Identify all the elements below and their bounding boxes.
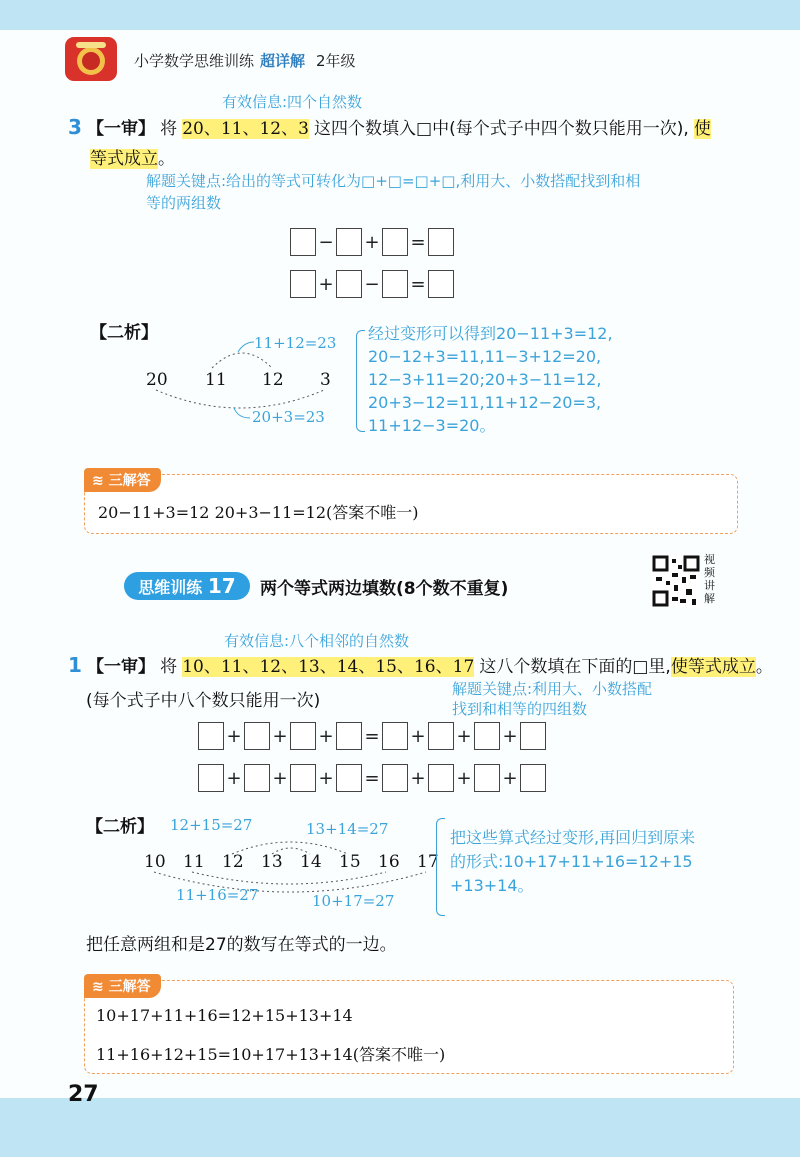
q3-equation-2 — [290, 270, 454, 298]
operator: = — [410, 231, 426, 253]
operator: + — [456, 725, 472, 747]
qr-caption — [704, 553, 718, 605]
blank-box[interactable] — [336, 228, 362, 256]
operator: + — [364, 231, 380, 253]
q3-explain-line: 20+3−12=11,11+12−20=3, — [368, 393, 602, 412]
blank-box[interactable] — [244, 722, 270, 750]
q1-seq-6: 16 — [378, 852, 400, 872]
q1-note-key-2: 找到和相等的四组数 — [452, 700, 588, 718]
section-title: 两个等式两边填数(8个数不重复) — [260, 579, 509, 599]
q1-seq-1: 11 — [183, 852, 205, 872]
q1-equation-1 — [198, 722, 546, 750]
q3-number: 3 — [68, 115, 82, 139]
book-title: 小学数学思维训练 — [134, 52, 255, 70]
q1-answer-2: 11+16+12+15=10+17+13+14(答案不唯一) — [96, 1045, 446, 1064]
blank-box[interactable] — [290, 228, 316, 256]
top-band — [0, 0, 800, 34]
q1-arc-b-label: 13+14=27 — [306, 820, 389, 838]
book-grade: 2年级 — [316, 52, 356, 70]
q1-answer-tag-text: 三解答 — [108, 979, 151, 995]
q3-seq-1: 11 — [205, 370, 227, 390]
q3-explain — [368, 322, 613, 437]
q1-answer-tag: ≋ 三解答 — [84, 974, 161, 998]
q3-answer-tag-text: 三解答 — [108, 473, 151, 489]
q1-text-a: 将 — [160, 657, 178, 677]
q3-note-key-1: 解题关键点:给出的等式可转化为□+□=□+□,利用大、小数搭配找到和相 — [146, 172, 641, 190]
q1-explain-line: 的形式:10+17+11+16=12+15 — [450, 852, 693, 871]
blank-box[interactable] — [474, 764, 500, 792]
bottom-band — [0, 1098, 800, 1157]
q3-seq-0: 20 — [146, 370, 168, 390]
operator: + — [410, 767, 426, 789]
book-subtitle: 超详解 — [260, 52, 306, 70]
operator: + — [410, 725, 426, 747]
q3-step1: 【一审】 — [87, 119, 156, 139]
q3-text-d: 等式成立 — [90, 149, 158, 169]
blank-box[interactable] — [428, 270, 454, 298]
q3-explain-line: 12−3+11=20;20+3−11=12, — [368, 370, 602, 389]
q1-seq-3: 13 — [261, 852, 283, 872]
blank-box[interactable] — [336, 764, 362, 792]
operator: + — [318, 725, 334, 747]
q1-numbers: 10、11、12、13、14、15、16、17 — [182, 657, 475, 677]
q3-text-c: 使 — [693, 119, 711, 139]
q3-numbers: 20、11、12、3 — [182, 119, 309, 139]
q1-explain-line: 把这些算式经过变形,再回归到原来 — [450, 828, 696, 847]
q1-line2: (每个式子中八个数只能用一次) — [86, 691, 321, 711]
blank-box[interactable] — [428, 764, 454, 792]
q1-arc-d-label: 10+17=27 — [312, 892, 395, 910]
blank-box[interactable] — [198, 764, 224, 792]
blank-box[interactable] — [290, 764, 316, 792]
blank-box[interactable] — [520, 722, 546, 750]
q3-seq-2: 12 — [262, 370, 284, 390]
q3-line2 — [90, 144, 175, 169]
book-logo — [64, 36, 118, 82]
qr-caption-char: 频 — [704, 566, 715, 579]
q1-brace — [436, 818, 445, 916]
q1-text-c: 使等式成立 — [670, 657, 756, 677]
q3-explain-line: 11+12−3=20。 — [368, 416, 496, 435]
q3-brace — [356, 330, 365, 432]
q3-explain-line: 20−12+3=11,11−3+12=20, — [368, 347, 602, 366]
blank-box[interactable] — [336, 722, 362, 750]
operator: − — [318, 231, 334, 253]
q1-arc-a-label: 12+15=27 — [170, 816, 253, 834]
q3-answer: 20−11+3=12 20+3−11=12(答案不唯一) — [98, 503, 419, 522]
q3-step2: 【二析】 — [90, 323, 158, 343]
operator: = — [410, 273, 426, 295]
q3-text-a: 将 — [160, 119, 178, 139]
q1-line1 — [68, 652, 773, 677]
q3-note-info: 有效信息:四个自然数 — [222, 93, 363, 111]
q1-answer-1: 10+17+11+16=12+15+13+14 — [96, 1006, 353, 1025]
blank-box[interactable] — [198, 722, 224, 750]
section-label-pill — [124, 572, 250, 600]
section-banner — [124, 572, 624, 600]
q3-text-e: 。 — [158, 149, 175, 169]
q3-seq-3: 3 — [320, 370, 331, 390]
blank-box[interactable] — [290, 722, 316, 750]
blank-box[interactable] — [520, 764, 546, 792]
q3-arc-top-label: 11+12=23 — [254, 334, 337, 352]
qr-caption-char: 解 — [704, 592, 715, 605]
q3-note-key-2: 等的两组数 — [146, 194, 222, 212]
operator: − — [364, 273, 380, 295]
operator: + — [502, 725, 518, 747]
operator: + — [272, 725, 288, 747]
q3-explain-line: 经过变形可以得到20−11+3=12, — [368, 324, 613, 343]
section-label: 思维训练 — [138, 578, 203, 597]
operator: = — [364, 725, 380, 747]
q1-text-b: 这八个数填在下面的□里, — [479, 657, 671, 677]
operator: + — [272, 767, 288, 789]
qr-code-icon[interactable] — [652, 555, 700, 607]
qr-caption-char: 讲 — [704, 579, 715, 592]
q3-text-b: 这四个数填入□中(每个式子中四个数只能用一次), — [314, 119, 689, 139]
q1-note-info: 有效信息:八个相邻的自然数 — [224, 632, 410, 650]
operator: + — [318, 767, 334, 789]
q1-seq-5: 15 — [339, 852, 361, 872]
q1-conclusion: 把任意两组和是27的数写在等式的一边。 — [86, 935, 397, 955]
q3-equation-1 — [290, 228, 454, 256]
operator: + — [226, 725, 242, 747]
q1-number: 1 — [68, 653, 82, 677]
operator: + — [502, 767, 518, 789]
q1-arc-c-label: 11+16=27 — [176, 886, 259, 904]
blank-box[interactable] — [382, 228, 408, 256]
q1-explain-line: +13+14。 — [450, 876, 534, 895]
q1-step2: 【二析】 — [86, 817, 154, 837]
q3-arc-bottom-label: 20+3=23 — [252, 408, 325, 426]
blank-box[interactable] — [428, 722, 454, 750]
blank-box[interactable] — [428, 228, 454, 256]
operator: + — [318, 273, 334, 295]
q1-seq-2: 12 — [222, 852, 244, 872]
blank-box[interactable] — [382, 764, 408, 792]
blank-box[interactable] — [290, 270, 316, 298]
qr-caption-char: 视 — [704, 553, 715, 566]
operator: + — [456, 767, 472, 789]
blank-box[interactable] — [382, 722, 408, 750]
blank-box[interactable] — [336, 270, 362, 298]
q1-equation-2 — [198, 764, 546, 792]
q1-seq-0: 10 — [144, 852, 166, 872]
q1-seq-7: 17 — [417, 852, 439, 872]
operator: + — [226, 767, 242, 789]
q1-seq-4: 14 — [300, 852, 322, 872]
q3-answer-tag: ≋ 三解答 — [84, 468, 161, 492]
operator: = — [364, 767, 380, 789]
blank-box[interactable] — [244, 764, 270, 792]
q1-note-key-1: 解题关键点:利用大、小数搭配 — [452, 680, 653, 698]
q1-text-d: 。 — [755, 657, 773, 677]
q1-step1: 【一审】 — [87, 657, 156, 677]
q3-line1 — [68, 114, 711, 139]
page-number: 27 — [68, 1082, 99, 1107]
blank-box[interactable] — [382, 270, 408, 298]
section-number: 17 — [207, 574, 236, 598]
blank-box[interactable] — [474, 722, 500, 750]
q1-explain — [450, 826, 695, 898]
